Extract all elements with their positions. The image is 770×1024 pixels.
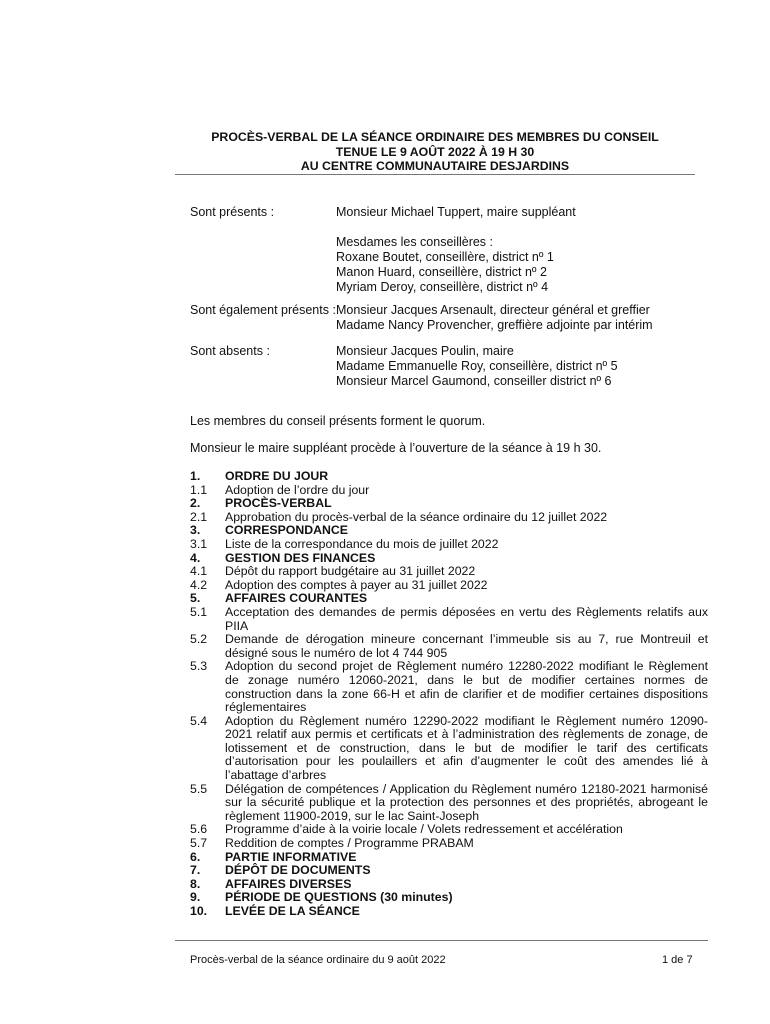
agenda-item-number: 5.7 xyxy=(190,836,208,851)
agenda-item-text: PARTIE INFORMATIVE xyxy=(225,849,357,864)
agenda-item-number: 2. xyxy=(190,496,201,511)
absents-line: Monsieur Marcel Gaumond, conseiller district nº 6 xyxy=(336,374,612,388)
agenda-item-text: Demande de dérogation mineure concernant l’immeuble sis au 7, rue Montreuil et désigné sous le numéro de lot 4 744 905 xyxy=(225,632,708,660)
quorum-statement: Les membres du conseil présents forment le quorum. xyxy=(190,414,486,428)
agenda-item-number: 3. xyxy=(190,523,201,538)
header-title-line1: PROCÈS-VERBAL DE LA SÉANCE ORDINAIRE DES MEMBRES DU CONSEIL xyxy=(211,130,659,144)
agenda-item-number: 5.4 xyxy=(190,713,208,728)
agenda-item-number: 8. xyxy=(190,876,201,891)
agenda-list xyxy=(190,470,708,919)
agenda-item-text: AFFAIRES DIVERSES xyxy=(225,876,352,891)
agenda-item xyxy=(190,538,708,552)
agenda-section-heading xyxy=(190,497,708,511)
presents-line: Roxane Boutet, conseillère, district nº 1 xyxy=(336,250,554,264)
agenda-item-number: 3.1 xyxy=(190,536,208,551)
presents-list xyxy=(336,205,716,295)
agenda-item-number: 1.1 xyxy=(190,482,208,497)
agenda-item xyxy=(190,565,708,579)
agenda-item-text: Dépôt du rapport budgétaire au 31 juillet 2022 xyxy=(225,564,476,579)
agenda-item xyxy=(190,606,708,633)
presents-line xyxy=(336,220,716,235)
agenda-item xyxy=(190,823,708,837)
agenda-item-text: AFFAIRES COURANTES xyxy=(225,591,368,606)
also-present-list xyxy=(336,303,716,333)
agenda-item-text: Adoption du Règlement numéro 12290-2022 modifiant le Règlement numéro 12090-2021 relatif aux permis et certificats et à l’administration des règlements de zonage, de lotissement et de construction, dans le but de modifier le tarif des certificats d’autorisation pour les poulaillers et afin d’augmenter le coût des amendes lié à l’abattage d’arbres xyxy=(225,713,708,783)
agenda-item-number: 1. xyxy=(190,469,201,483)
agenda-item-text: Adoption de l’ordre du jour xyxy=(225,482,370,497)
agenda-item-text: Délégation de compétences / Application du Règlement numéro 12180-2021 harmonisé sur la sécurité publique et la protection des personnes et des propriétés, abrogeant le règlement 11900-2019, sur le lac Saint-Joseph xyxy=(225,781,708,823)
presents-line: Myriam Deroy, conseillère, district nº 4 xyxy=(336,280,549,294)
agenda-item xyxy=(190,660,708,714)
agenda-item-number: 4. xyxy=(190,550,201,565)
also-present-line: Madame Nancy Provencher, greffière adjointe par intérim xyxy=(336,318,653,332)
agenda-item-text: Approbation du procès-verbal de la séance ordinaire du 12 juillet 2022 xyxy=(225,509,608,524)
agenda-section-heading xyxy=(190,864,708,878)
agenda-item-number: 4.2 xyxy=(190,577,208,592)
agenda-item-text: Reddition de comptes / Programme PRABAM xyxy=(225,836,474,851)
agenda-item xyxy=(190,837,708,851)
opening-statement: Monsieur le maire suppléant procède à l’ouverture de la séance à 19 h 30. xyxy=(190,441,602,455)
agenda-item-text: DÉPÔT DE DOCUMENTS xyxy=(225,863,371,878)
agenda-section-heading xyxy=(190,470,708,484)
agenda-item-text: Adoption des comptes à payer au 31 juillet 2022 xyxy=(225,577,488,592)
absents-line: Monsieur Jacques Poulin, maire xyxy=(336,344,514,358)
agenda-item-number: 6. xyxy=(190,849,201,864)
agenda-item-number: 5.3 xyxy=(190,659,208,674)
footer-divider xyxy=(175,940,708,941)
agenda-item xyxy=(190,579,708,593)
agenda-item-number: 4.1 xyxy=(190,564,208,579)
agenda-item-number: 5.1 xyxy=(190,604,208,619)
presents-line: Monsieur Michael Tuppert, maire suppléant xyxy=(336,205,576,219)
agenda-item-text: PÉRIODE DE QUESTIONS (30 minutes) xyxy=(225,890,453,905)
agenda-section-heading xyxy=(190,552,708,566)
agenda-section-heading xyxy=(190,592,708,606)
footer-document-title: Procès-verbal de la séance ordinaire du 9 août 2022 xyxy=(190,954,446,966)
agenda-item-text: PROCÈS-VERBAL xyxy=(225,496,332,511)
agenda-item-number: 9. xyxy=(190,890,201,905)
agenda-section-heading xyxy=(190,905,708,919)
document-header xyxy=(175,130,695,174)
agenda-item xyxy=(190,633,708,660)
agenda-section-heading xyxy=(190,524,708,538)
absents-list xyxy=(336,344,716,389)
agenda-item-number: 5.6 xyxy=(190,822,208,837)
absents-label: Sont absents : xyxy=(190,344,270,358)
agenda-item-text: ORDRE DU JOUR xyxy=(225,469,329,483)
presents-line: Mesdames les conseillères : xyxy=(336,235,494,249)
header-divider xyxy=(175,174,695,175)
agenda-item-text: GESTION DES FINANCES xyxy=(225,550,376,565)
agenda-section-heading xyxy=(190,891,708,905)
agenda-item-number: 2.1 xyxy=(190,509,208,524)
agenda-item xyxy=(190,511,708,525)
header-title-line2: TENUE LE 9 AOÛT 2022 À 19 H 30 xyxy=(335,144,535,159)
footer-page-number: 1 de 7 xyxy=(662,954,693,966)
agenda-item-number: 10. xyxy=(190,904,208,918)
agenda-item-number: 5.5 xyxy=(190,781,208,796)
agenda-item xyxy=(190,715,708,783)
agenda-item-text: CORRESPONDANCE xyxy=(225,523,348,538)
absents-line: Madame Emmanuelle Roy, conseillère, district nº 5 xyxy=(336,359,618,373)
agenda-item-number: 7. xyxy=(190,863,201,878)
agenda-item-text: LEVÉE DE LA SÉANCE xyxy=(225,904,360,918)
presents-label: Sont présents : xyxy=(190,205,275,219)
agenda-item-number: 5. xyxy=(190,591,201,606)
agenda-item xyxy=(190,783,708,824)
agenda-item-text: Adoption du second projet de Règlement numéro 12280-2022 modifiant le Règlement de zonage numéro 12060-2021, dans le but de modifier certaines normes de construction dans la zone 66-H et afin de clarifier et de modifier certaines dispositions réglementaires xyxy=(225,659,708,715)
also-present-line: Monsieur Jacques Arsenault, directeur général et greffier xyxy=(336,303,650,317)
presents-line: Manon Huard, conseillère, district nº 2 xyxy=(336,265,547,279)
agenda-item-number: 5.2 xyxy=(190,632,208,647)
agenda-item-text: Programme d’aide à la voirie locale / Volets redressement et accélération xyxy=(225,822,623,837)
header-title-line3: AU CENTRE COMMUNAUTAIRE DESJARDINS xyxy=(300,159,570,173)
agenda-item-text: Acceptation des demandes de permis déposées en vertu des Règlements relatifs aux PIIA xyxy=(225,604,708,633)
also-present-label: Sont également présents : xyxy=(190,303,336,317)
agenda-item-text: Liste de la correspondance du mois de juillet 2022 xyxy=(225,536,499,551)
